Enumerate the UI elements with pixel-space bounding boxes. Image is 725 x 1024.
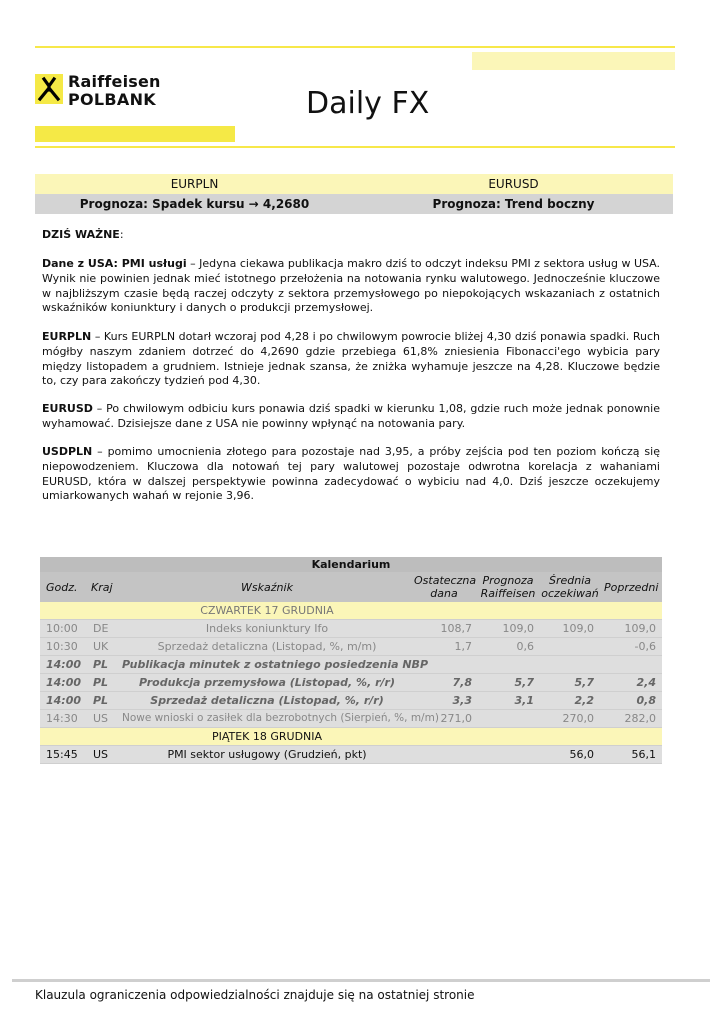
forecast-eurusd: Prognoza: Trend boczny [432,197,595,211]
cell-indicator: Publikacja minutek z ostatniego posiedzenia NBP [122,658,429,671]
cell-indicator: Sprzedaż detaliczna (Listopad, %, m/m) [157,640,377,653]
table-row [40,746,662,764]
col-header-indicator: Wskaźnik [241,581,293,594]
cell-indicator: Indeks koniunktury Ifo [205,622,329,635]
table-row [40,692,662,710]
paragraph-usdpln [42,445,660,504]
cell-final: 271,0 [440,712,472,725]
paragraph-eurusd [42,402,660,432]
table-row [40,656,662,674]
page-title: Daily FX [306,86,430,121]
cell-country: PL [93,658,109,671]
cell-country: PL [93,694,109,707]
cell-indicator: Produkcja przemysłowa (Listopad, %, r/r) [139,676,395,689]
cell-consensus: 2,2 [574,694,594,707]
paragraph-text: – Jedyna ciekawa publikacja makro dziś to odczyt indeksu PMI z sektora usług w USA. Wynik nie powinien jednak mieć istotnego przełożenia na notowania rynku walutowego. Jednocześnie kluczowe w najbliższym czasie będą raczej odczyty z sektora przemysłowego po niepokojących wskazaniach z ostatnich wskaźników koniunktury i danych o produkcji przemysłowej. [42,257,661,315]
cell-country: DE [93,622,109,635]
cell-previous: 56,1 [631,748,656,761]
table-row [40,710,662,728]
brand-name-line1: Raiffeisen [68,72,161,91]
col-header-time: Godz. [46,581,78,594]
paragraph-text: – Kurs EURPLN dotarł wczoraj pod 4,28 i po chwilowym powrocie bliżej 4,30 dziś ponawia spadki. Ruch mógłby naszym zdaniem dotrzeć do 4,2690 gdzie przebiega 61,8% zniesienia Fibonacci'ego wybicia pary między listopadem a grudniem. Istnieje jednak szansa, że zniżka wyhamuje jeszcze na 4,28. Kluczowe będzie to, czy para zakończy tydzień pod 4,30. [42,330,660,388]
top-yellow-line [35,46,675,48]
cell-consensus: 56,0 [569,748,594,761]
cell-final: 7,8 [452,676,472,689]
cell-consensus: 5,7 [574,676,594,689]
cell-final: 3,3 [452,694,472,707]
cell-previous: 282,0 [624,712,656,725]
cell-country: US [93,748,109,761]
paragraph-eurpln [42,330,660,389]
cell-time: 10:00 [46,622,78,635]
cell-forecast: 3,1 [514,694,534,707]
cell-country: US [93,712,109,725]
pair-eurusd-label: EURUSD [488,177,539,191]
paragraph-text: – pomimo umocnienia złotego para pozostaje nad 3,95, a próby zejścia pod ten poziom kończą się niepowodzeniem. Kluczowa dla notowań tej pary walutowej pozostaje odwrotna korelacja z wahaniami EURUSD, która w dalszej perspektywie powinna zadecydować o wybiciu nad 4,0. Dziś jeszcze oczekujemy umiarkowanych wahań w rejonie 3,96. [42,445,660,503]
cell-forecast: 5,7 [514,676,534,689]
calendar-table [40,557,662,764]
cell-forecast: 109,0 [502,622,534,635]
paragraph-lead: EURPLN [42,330,92,343]
raiffeisen-logo-icon [35,74,63,104]
table-row [40,638,662,656]
brand-name-line2: POLBANK [68,90,156,109]
table-row [40,620,662,638]
pair-eurpln-label: EURPLN [170,177,219,191]
col-header-forecast: Prognoza Raiffeisen [480,574,536,600]
cell-indicator: Nowe wnioski o zasiłek dla bezrobotnych (Sierpień, %, m/m) [122,712,439,724]
cell-final: 108,7 [440,622,472,635]
left-yellow-bar [35,126,235,142]
day-row-thursday [40,602,662,620]
paragraph-text: – Po chwilowym odbiciu kurs ponawia dziś spadki w kierunku 1,08, gdzie ruch może jednak ponownie wyhamować. Dzisiejsze dane z USA nie powinny wpłynąć na notowania pary. [42,402,660,430]
day-label: CZWARTEK 17 GRUDNIA [200,604,334,617]
top-right-yellow-box [472,52,675,70]
cell-previous: -0,6 [634,640,656,653]
paragraph-lead: Dane z USA: PMI usługi [42,257,187,270]
col-header-consensus: Średnia oczekiwań [541,574,599,600]
cell-time: 14:30 [46,712,78,725]
paragraph-lead: USDPLN [42,445,93,458]
cell-time: 14:00 [46,658,82,671]
cell-time: 15:45 [46,748,78,761]
today-important-heading: DZIŚ WAŻNE: [42,228,124,241]
mid-yellow-line [35,146,675,148]
col-header-previous: Poprzedni [604,581,659,594]
cell-indicator: Sprzedaż detaliczna (Listopad, %, r/r) [150,694,384,707]
cell-time: 14:00 [46,694,82,707]
cell-forecast: 0,6 [516,640,534,653]
cell-previous: 0,8 [636,694,656,707]
cell-previous: 2,4 [636,676,656,689]
cell-time: 14:00 [46,676,82,689]
col-header-final: Ostateczna dana [414,574,477,600]
cell-country: UK [93,640,109,653]
footer-divider [12,979,710,982]
forecast-row [35,194,673,214]
col-header-country: Kraj [91,581,113,594]
cell-consensus: 109,0 [562,622,594,635]
paragraph-lead: EURUSD [42,402,93,415]
cell-final: 1,7 [454,640,472,653]
day-label: PIĄTEK 18 GRUDNIA [211,730,323,743]
day-row-friday [40,728,662,746]
pair-header-row [35,174,673,194]
cell-time: 10:30 [46,640,78,653]
cell-indicator: PMI sektor usługowy (Grudzień, pkt) [167,748,367,761]
table-row [40,674,662,692]
paragraph-usa-pmi [42,257,660,316]
forecast-eurpln: Prognoza: Spadek kursu → 4,2680 [79,197,310,211]
cell-previous: 109,0 [624,622,656,635]
disclaimer-footer: Klauzula ograniczenia odpowiedzialności znajduje się na ostatniej stronie [35,988,475,1002]
calendar-header-row [40,572,662,602]
calendar-title: Kalendarium [40,557,662,572]
cell-country: PL [93,676,109,689]
cell-consensus: 270,0 [562,712,594,725]
